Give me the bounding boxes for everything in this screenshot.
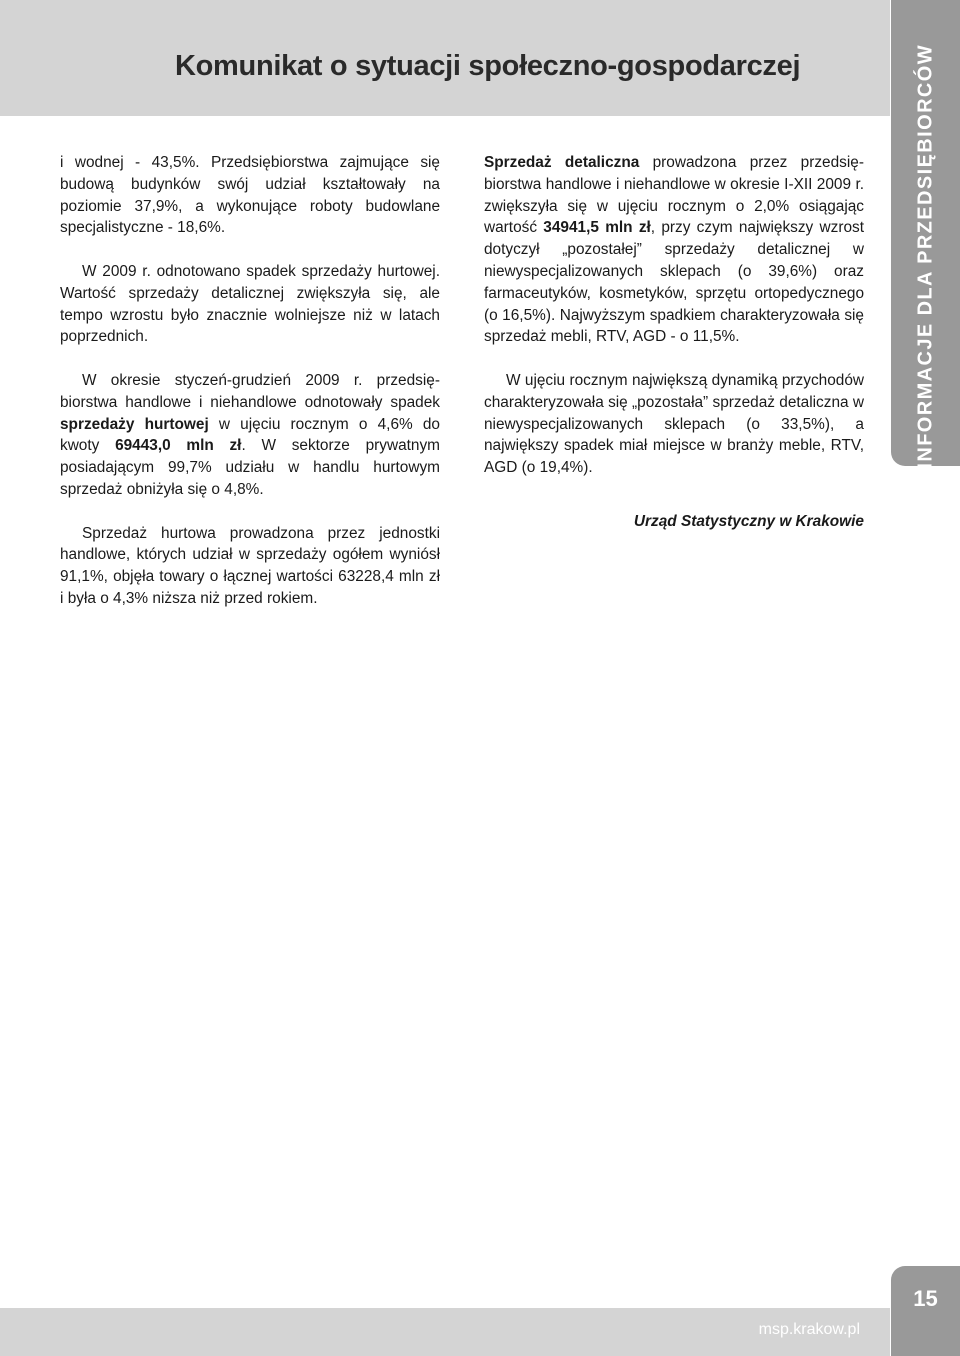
left-paragraph-3-text-a: W okresie styczeń-grudzień 2009 r. przedsiębiorstwa handlowe i niehandlowe odnotowały spadek bbox=[60, 371, 440, 411]
left-paragraph-4: Sprzedaż hurtowa prowadzona przez jednostki handlowe, których udział w sprzedaży ogółem wyniósł 91,1%, objęła towary o łącznej wartości 63228,4 mln zł i była o 4,3% niższa niż przed rokiem. bbox=[60, 524, 440, 607]
right-column bbox=[484, 152, 864, 555]
page-number-box bbox=[891, 1266, 960, 1356]
left-paragraph-3-text-e: . W sektorze prywatnym posiadającym 99,7% udziału w handlu hurtowym sprzedaż obniżyła się o 4,8%. bbox=[60, 437, 440, 498]
wholesale-amount: 69443,0 mln zł bbox=[115, 437, 242, 455]
right-paragraph-1 bbox=[484, 152, 864, 348]
left-paragraph-2: W 2009 r. odnotowano spadek sprzedaży hurtowej. Wartość sprzedaży detalicznej zwiększyła się, ale tempo wzrostu było znacznie wolniejsze niż w latach poprzednich. bbox=[60, 262, 440, 346]
left-paragraph-3-text-c: w ujęciu rocznym o 4,6% do kwoty bbox=[60, 415, 440, 455]
header-band bbox=[0, 0, 890, 116]
footer-band bbox=[0, 1308, 890, 1356]
right-paragraph-2: W ujęciu rocznym największą dynamiką przychodów charakteryzowała się „pozostała” sprzedaż detaliczna w niewyspecjalizowanych sklepach (o 33,5%), a największy spadek miał miejsce w branży meble, RTV, AGD (o 19,4%). bbox=[484, 371, 864, 477]
side-tab-label: INFORMACJE DLA PRZEDSIĘBIORCÓW bbox=[914, 44, 936, 469]
right-paragraph-1-text-b: prowadzona przez przedsiębiorstwa handlowe i niehandlowe w okresie I-XII 2009 r. zwiększyła się w ujęciu rocznym o 2,0% osiągając wartość bbox=[484, 154, 864, 237]
page-title: Komunikat o sytuacji społeczno-gospodarczej bbox=[175, 50, 801, 82]
right-paragraph-1-text-d: , przy czym największy wzrost dotyczył „pozostałej” sprzedaży detalicznej w niewyspecjalizowanych sklepach (o 39,6%) oraz farmaceutyków, kosmetyków, sprzętu ortopedycznego (o 16,5%). Najwyższym spadkiem charakteryzowała się sprzedaż mebli, RTV, AGD - o 11,5%. bbox=[484, 219, 864, 346]
retail-sales-term: Sprzedaż detaliczna bbox=[484, 154, 640, 171]
side-tab bbox=[891, 0, 960, 469]
page-number: 15 bbox=[913, 1286, 938, 1311]
left-paragraph-1: i wodnej - 43,5%. Przedsiębiorstwa zajmujące się budową budynków swój udział kształtowały na poziomie 37,9%, a wykonujące roboty budowlane specjalistyczne - 18,6%. bbox=[60, 154, 440, 237]
left-paragraph-3 bbox=[60, 370, 440, 501]
footer-url[interactable]: msp.krakow.pl bbox=[758, 1321, 860, 1338]
left-column bbox=[60, 152, 440, 632]
wholesale-sales-term: sprzedaży hurtowej bbox=[60, 415, 209, 433]
signature: Urząd Statystyczny w Krakowie bbox=[633, 512, 864, 530]
retail-amount: 34941,5 mln zł bbox=[543, 219, 651, 237]
